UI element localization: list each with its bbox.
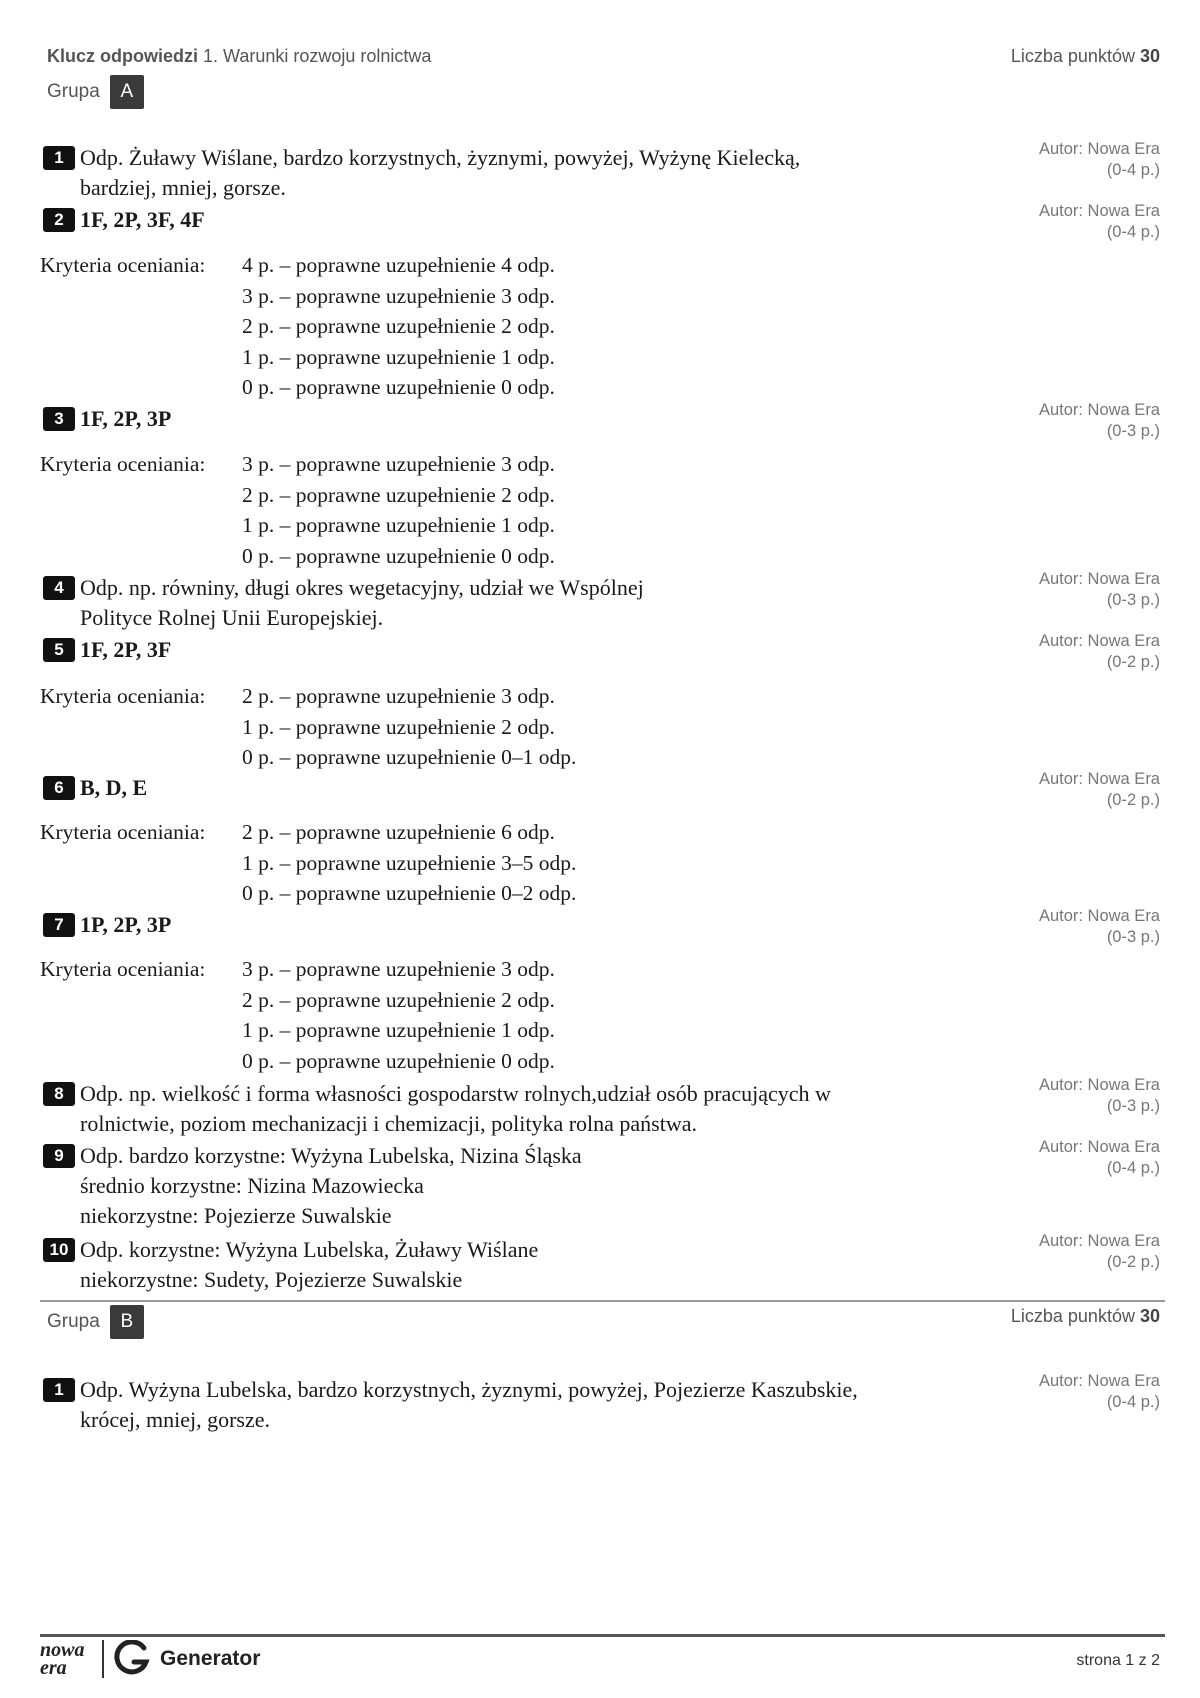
group-a-heading: Grupa A xyxy=(47,75,144,109)
criteria-line: 1 p. – poprawne uzupełnienie 1 odp. xyxy=(242,344,555,369)
criteria-line: 2 p. – poprawne uzupełnienie 6 odp. xyxy=(242,820,555,844)
question-meta: Autor: Nowa Era (0-2 p.) xyxy=(1038,632,1160,671)
page-header xyxy=(47,46,1160,76)
criteria-label: Kryteria oceniania: xyxy=(40,684,206,708)
question-number-badge: 6 xyxy=(43,776,75,800)
question-meta: Autor: Nowa Era (0-4 p.) xyxy=(1038,140,1160,179)
nowa-era-logo: nowa era xyxy=(40,1639,85,1679)
question-number-badge: 8 xyxy=(43,1082,75,1106)
criteria-line: 2 p. – poprawne uzupełnienie 3 odp. xyxy=(242,684,555,708)
answer-text: 1F, 2P, 3F, 4F xyxy=(80,207,205,232)
question-meta: Autor: Nowa Era (0-3 p.) xyxy=(1038,401,1160,440)
question-meta: Autor: Nowa Era (0-3 p.) xyxy=(1038,1076,1160,1115)
criteria-label: Kryteria oceniania: xyxy=(40,820,206,844)
criteria-line: 0 p. – poprawne uzupełnienie 0 odp. xyxy=(242,543,555,568)
criteria-line: 3 p. – poprawne uzupełnienie 3 odp. xyxy=(242,957,555,981)
group-b-points: Liczba punktów 30 xyxy=(1010,1306,1160,1326)
generator-label: Generator xyxy=(160,1647,261,1670)
answer-text: B, D, E xyxy=(80,775,148,800)
criteria-line: 4 p. – poprawne uzupełnienie 4 odp. xyxy=(242,253,555,277)
answer-text: Odp. np. równiny, długi okres wegetacyjny, udział we Wspólnej Polityce Rolnej Unii Europejskiej. xyxy=(80,575,644,630)
answer-key-label: Klucz odpowiedzi xyxy=(47,46,198,66)
question-number-badge: 1 xyxy=(43,1378,75,1402)
criteria-line: 1 p. – poprawne uzupełnienie 2 odp. xyxy=(242,714,555,739)
answer-text: 1F, 2P, 3P xyxy=(80,406,172,431)
answer-text: Odp. bardzo korzystne: Wyżyna Lubelska, Nizina Śląska średnio korzystne: Nizina Mazowiecka niekorzystne: Pojezierze Suwalskie xyxy=(80,1143,582,1228)
answer-text: 1P, 2P, 3P xyxy=(80,912,172,937)
question-number-badge: 10 xyxy=(43,1238,75,1262)
question-number-badge: 1 xyxy=(43,146,75,170)
total-points: Liczba punktów 30 xyxy=(1010,46,1160,66)
criteria-line: 1 p. – poprawne uzupełnienie 1 odp. xyxy=(242,513,555,537)
question-meta: Autor: Nowa Era (0-4 p.) xyxy=(1038,1138,1160,1177)
question-number-badge: 7 xyxy=(43,913,75,937)
criteria-line: 0 p. – poprawne uzupełnienie 0 odp. xyxy=(242,375,555,399)
criteria-label: Kryteria oceniania: xyxy=(40,253,206,277)
answer-text: Odp. korzystne: Wyżyna Lubelska, Żuławy Wiślane niekorzystne: Sudety, Pojezierze Suwalskie xyxy=(80,1237,539,1292)
question-meta: Autor: Nowa Era (0-4 p.) xyxy=(1038,202,1160,241)
criteria-line: 0 p. – poprawne uzupełnienie 0 odp. xyxy=(242,1048,555,1073)
criteria-line: 3 p. – poprawne uzupełnienie 3 odp. xyxy=(242,452,555,476)
criteria-line: 0 p. – poprawne uzupełnienie 0–1 odp. xyxy=(242,745,577,769)
criteria-line: 1 p. – poprawne uzupełnienie 1 odp. xyxy=(242,1018,555,1042)
criteria-line: 3 p. – poprawne uzupełnienie 3 odp. xyxy=(242,283,555,308)
answer-text: Odp. Żuławy Wiślane, bardzo korzystnych, żyznymi, powyżej, Wyżynę Kielecką, bardziej, mniej, gorsze. xyxy=(80,145,801,200)
group-a-badge: A xyxy=(110,75,144,109)
group-divider xyxy=(40,1300,1165,1302)
criteria-line: 2 p. – poprawne uzupełnienie 2 odp. xyxy=(242,482,555,507)
criteria-label: Kryteria oceniania: xyxy=(40,452,206,476)
footer-logo xyxy=(40,1640,260,1678)
topic-title: 1. Warunki rozwoju rolnictwa xyxy=(203,46,432,66)
group-b-heading: Grupa B xyxy=(47,1305,144,1339)
answer-text: Odp. np. wielkość i forma własności gospodarstw rolnych,udział osób pracujących w rolnictwie, poziom mechanizacji i chemizacji, polityka rolna państwa. xyxy=(80,1081,831,1136)
question-meta: Autor: Nowa Era (0-3 p.) xyxy=(1038,907,1160,946)
question-meta: Autor: Nowa Era (0-3 p.) xyxy=(1038,570,1160,609)
footer-rule xyxy=(40,1634,1165,1637)
answer-text: Odp. Wyżyna Lubelska, bardzo korzystnych, żyznymi, powyżej, Pojezierze Kaszubskie, krócej, mniej, gorsze. xyxy=(80,1377,858,1432)
criteria-label: Kryteria oceniania: xyxy=(40,957,206,981)
answer-text: 1F, 2P, 3F xyxy=(80,637,172,662)
generator-g-icon xyxy=(114,1640,150,1678)
criteria-line: 2 p. – poprawne uzupełnienie 2 odp. xyxy=(242,987,555,1012)
criteria-line: 0 p. – poprawne uzupełnienie 0–2 odp. xyxy=(242,881,577,905)
question-meta: Autor: Nowa Era (0-4 p.) xyxy=(1038,1372,1160,1411)
group-b-badge: B xyxy=(110,1305,144,1339)
question-meta: Autor: Nowa Era (0-2 p.) xyxy=(1038,1232,1160,1271)
question-meta: Autor: Nowa Era (0-2 p.) xyxy=(1038,770,1160,809)
question-number-badge: 3 xyxy=(43,407,75,431)
criteria-line: 1 p. – poprawne uzupełnienie 3–5 odp. xyxy=(242,850,577,875)
logo-separator xyxy=(102,1640,104,1678)
question-number-badge: 5 xyxy=(43,638,75,662)
question-number-badge: 4 xyxy=(43,576,75,600)
criteria-line: 2 p. – poprawne uzupełnienie 2 odp. xyxy=(242,314,555,338)
question-number-badge: 9 xyxy=(43,1144,75,1168)
question-number-badge: 2 xyxy=(43,208,75,232)
page-number: strona 1 z 2 xyxy=(1076,1652,1160,1669)
